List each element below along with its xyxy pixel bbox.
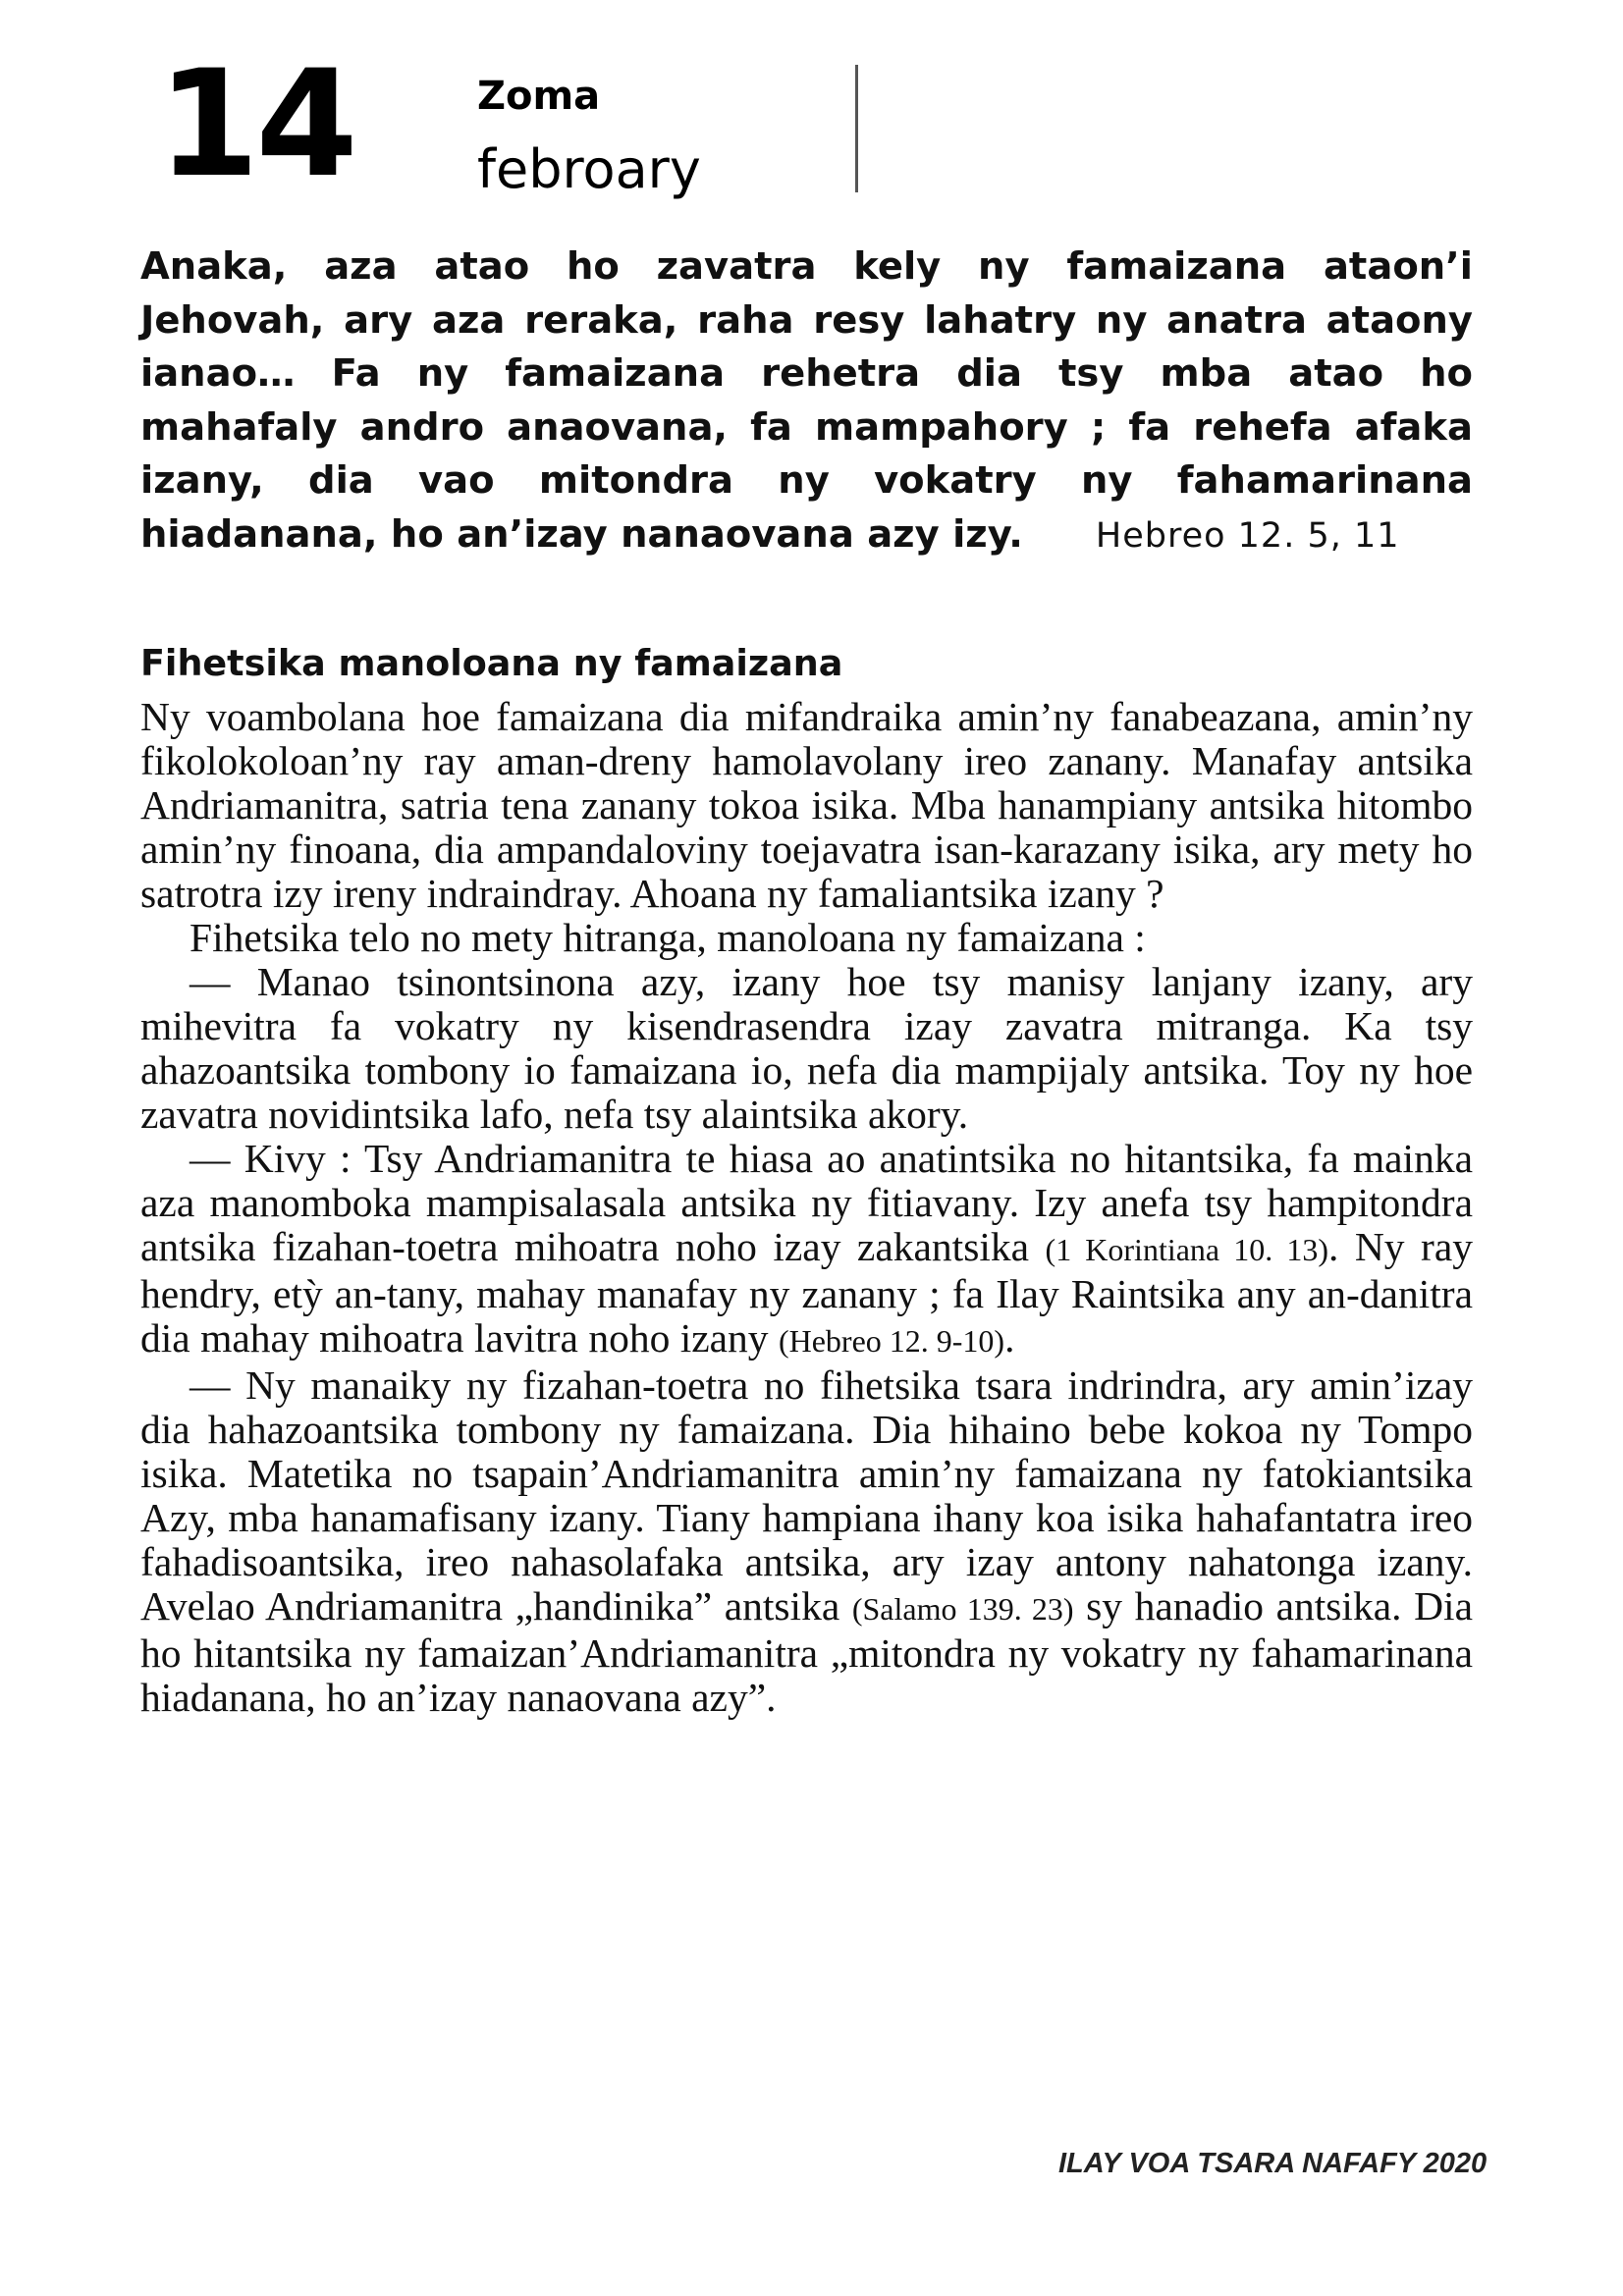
verse-text: Anaka, aza atao ho zavatra kely ny famaizana ataon’i Jehovah, ary aza reraka, raha resy lahatry ny anatra ataony ianao… Fa ny famaizana rehetra dia tsy mba atao ho mahafaly andro anaovana, fa mampahory ; fa rehefa afaka izany, dia vao mitondra ny vokatry ny fahamarinana hiadanana, ho an’izay nanaovana azy izy. — [140, 244, 1473, 557]
scripture-reference: (Salamo 139. 23) — [851, 1591, 1074, 1627]
point-3-text-b: sy hanadio antsika. Dia ho hitantsika ny famaizan’Andriamanitra „mitondra ny vokatry ny fahamarinana hiadanana, ho an’izay nanaovana azy”. — [140, 1583, 1474, 1720]
point-2-text-b: . Ny ray hendry, etỳ an-tany, mahay manafay ny zanany ; fa Ilay Raintsika any an-danitra dia mahay mihoatra lavitra noho izany — [140, 1224, 1473, 1361]
point-3-text-a: — Ny manaiky ny fizahan-toetra no fihetsika tsara indrindra, ary amin’izay dia hahazoantsika tombony ny famaizana. Dia hihaino bebe kokoa ny Tompo isika. Matetika no tsapain’Andriamanitra amin’ny famaizana ny fatokiantsika Azy, mba hanamafisany izany. Tiany hampiana ihany koa isika hahafantatra ireo fahadisoantsika, ireo nahasolafaka antsika, ary izay antony nahatonga izany. Avelao Andriamanitra „handinika” antsika — [140, 1362, 1473, 1629]
header-divider — [855, 65, 858, 192]
section-title: Fihetsika manoloana ny famaizana — [140, 642, 843, 684]
paragraph-intro: Ny voambolana hoe famaizana dia mifandraika amin’ny fanabeazana, amin’ny fikolokoloan’ny ray aman-dreny hamolavolany ireo zanany. Manafay antsika Andriamanitra, satria tena zanany tokoa isika. Mba hanampiany antsika hitombo amin’ny finoana, dia ampandaloviny toejavatra isan-karazany isika, ary mety ho satrotra izy ireny indraindray. Ahoana ny famaliantsika izany ? — [140, 694, 1473, 916]
publication-footer: ILAY VOA TSARA NAFAFY 2020 — [1058, 2148, 1488, 2179]
point-2-text-c: . — [1004, 1315, 1015, 1361]
scripture-reference: (1 Korintiana 10. 13) — [1045, 1232, 1328, 1267]
article-body — [140, 695, 1473, 1720]
paragraph-list-intro: Fihetsika telo no mety hitranga, manoloana ny famaizana : — [189, 915, 1146, 960]
point-2-text-a: — Kivy : Tsy Andriamanitra te hiasa ao anatintsika no hitantsika, fa mainka aza manomboka mampisalasala antsika ny fitiavany. Izy anefa tsy hampitondra antsika fizahan-toetra mihoatra noho izay zakantsika — [140, 1136, 1473, 1269]
paragraph-point-3 — [140, 1363, 1473, 1720]
daily-verse — [140, 240, 1473, 562]
day-number: 14 — [157, 39, 354, 210]
month-label: febroary — [477, 138, 701, 200]
scripture-reference: (Hebreo 12. 9-10) — [778, 1323, 1005, 1359]
paragraph-point-1: — Manao tsinontsinona azy, izany hoe tsy manisy lanjany izany, ary mihevitra fa vokatry ny kisendrasendra izay zavatra mitranga. Ka tsy ahazoantsika tombony io famaizana io, nefa dia mampijaly antsika. Toy ny hoe zavatra novidintsika lafo, nefa tsy alaintsika akory. — [140, 959, 1473, 1137]
verse-reference: Hebreo 12. 5, 11 — [1095, 515, 1400, 556]
paragraph-point-2 — [140, 1137, 1473, 1363]
weekday-label: Zoma — [477, 74, 601, 119]
